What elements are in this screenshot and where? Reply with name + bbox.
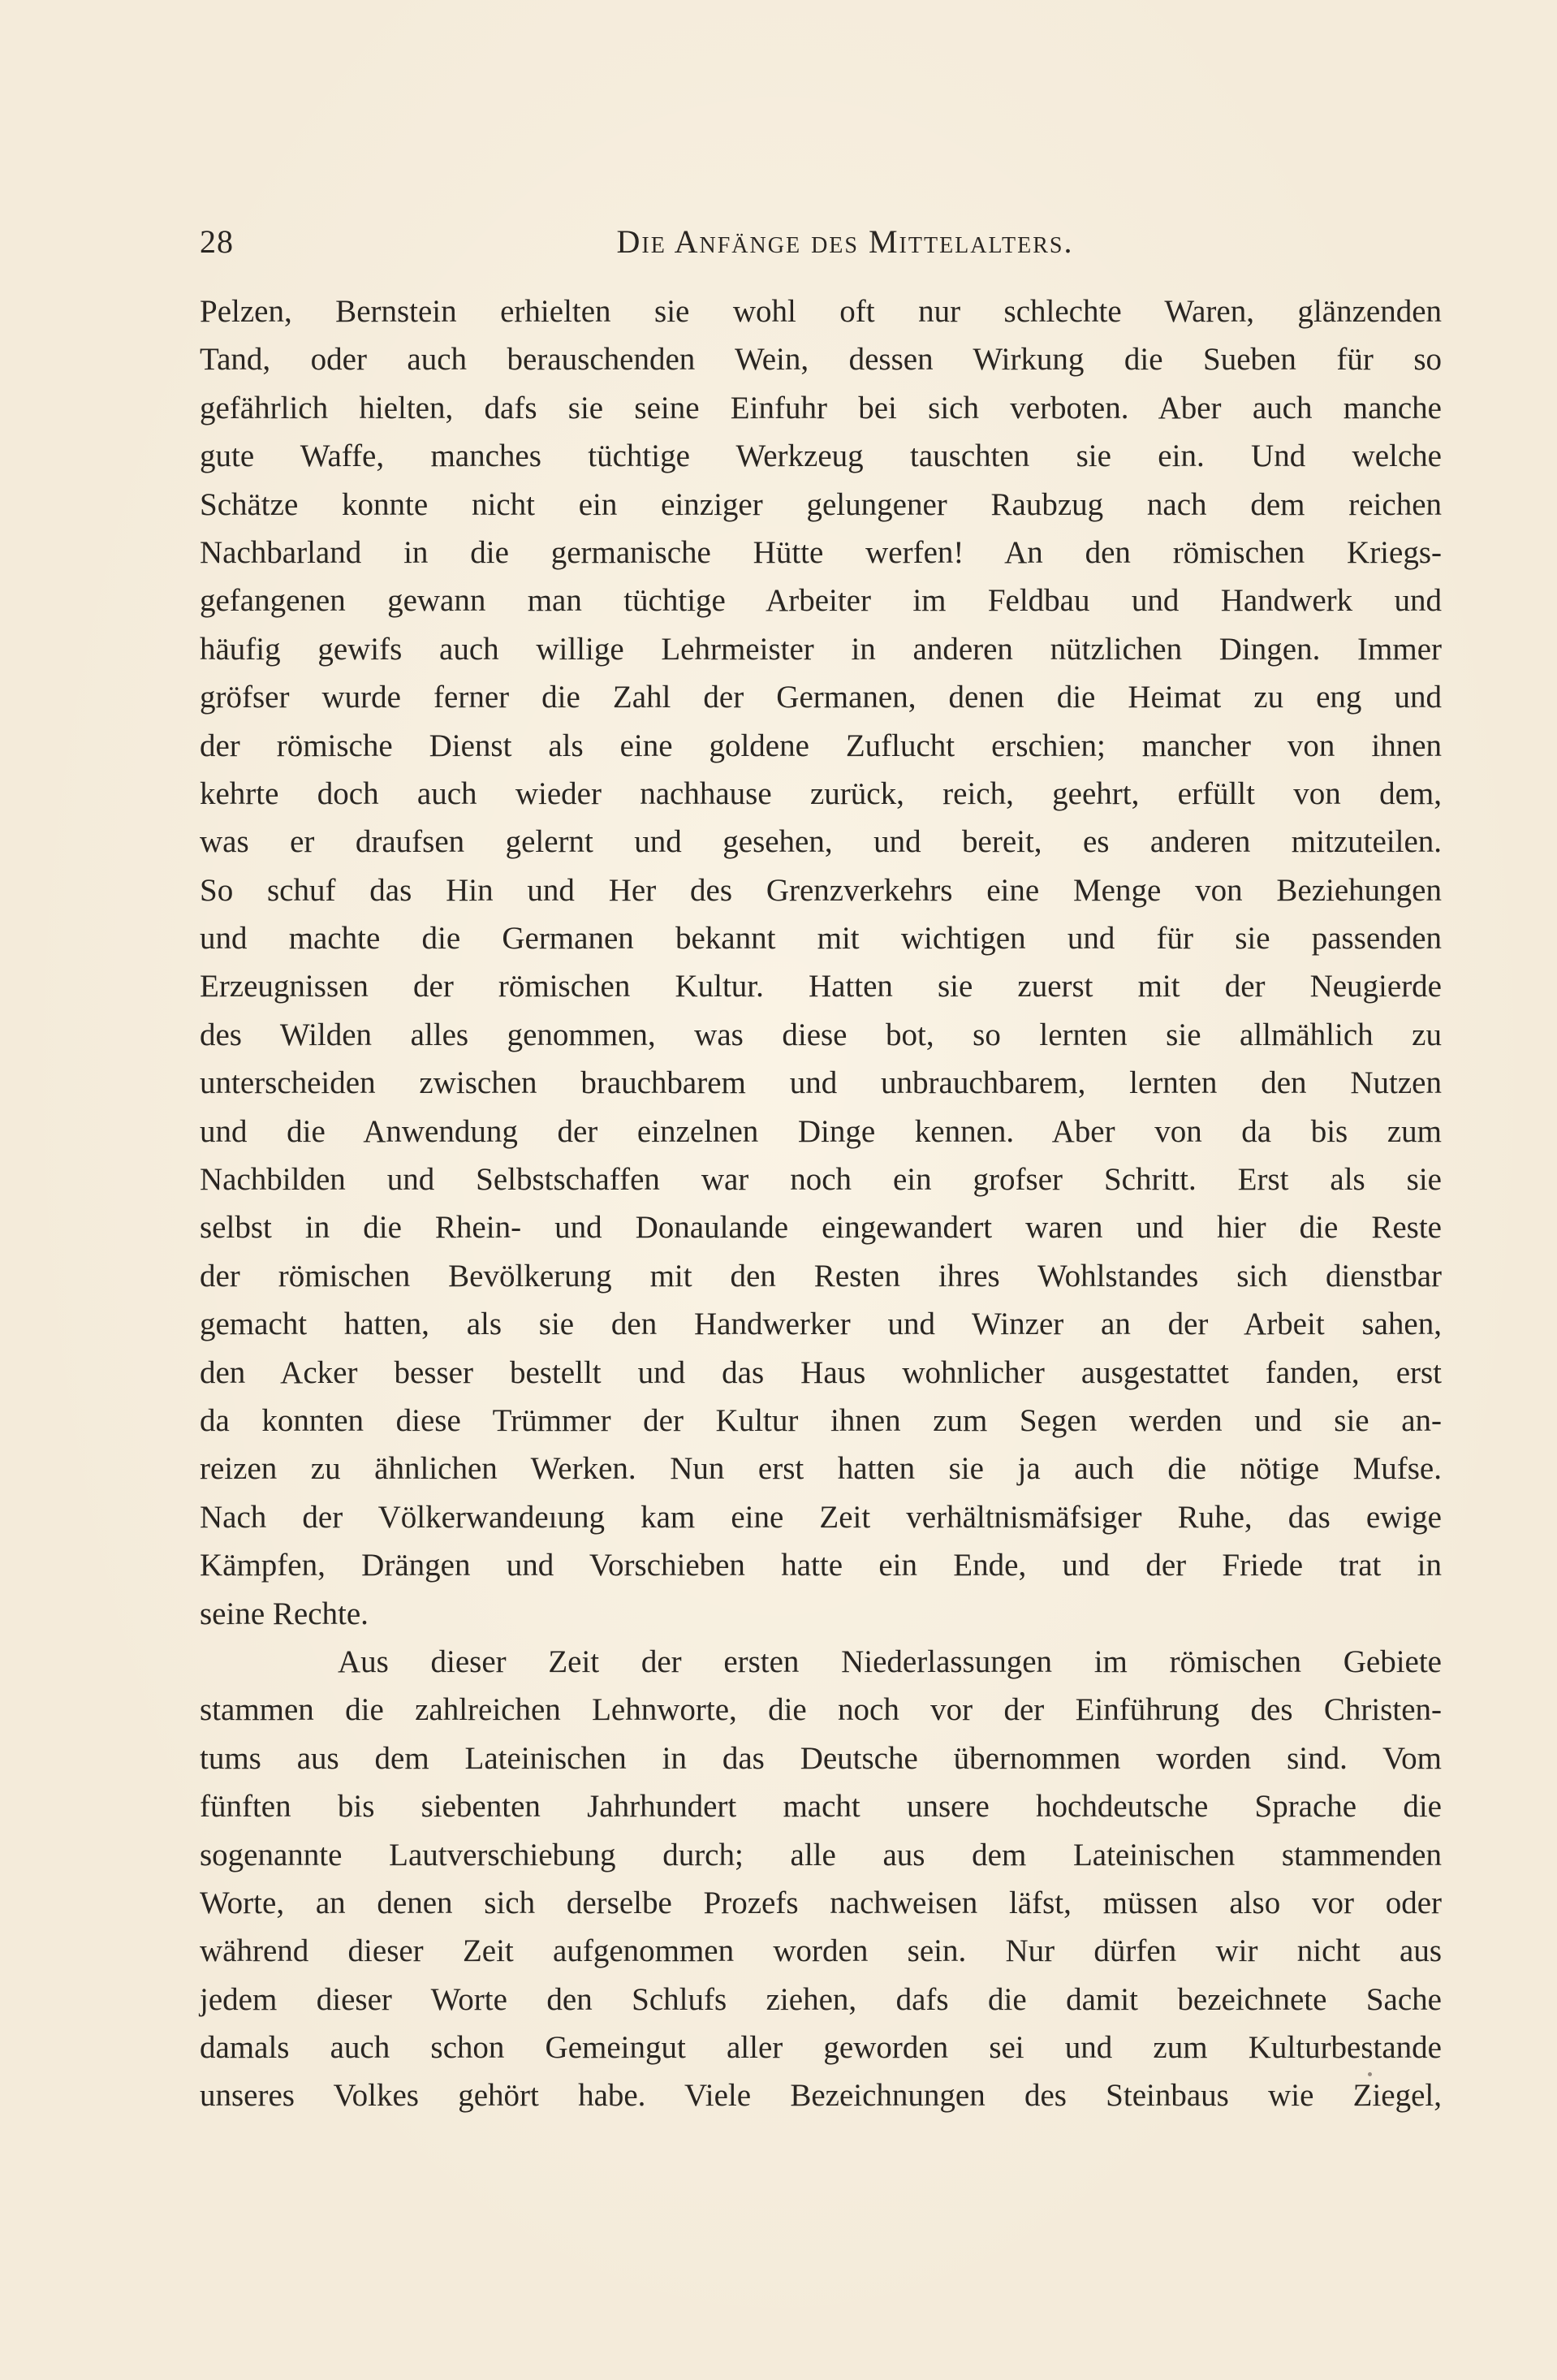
text-line: Schätze konnte nicht ein einziger gelungener Raubzug nach dem reichen — [200, 486, 1442, 522]
text-line: den Acker besser bestellt und das Haus wohnlicher ausgestattet fanden, erst — [200, 1354, 1442, 1390]
text-line: Nach der Völkerwandeıung kam eine Zeit verhältnismäfsiger Ruhe, das ewige — [200, 1499, 1442, 1535]
text-line: da konnten diese Trümmer der Kultur ihnen zum Segen werden und sie an- — [200, 1402, 1442, 1438]
text-line: gefährlich hielten, dafs sie seine Einfuhr bei sich verboten. Aber auch manche — [200, 390, 1442, 425]
text-line: unseres Volkes gehört habe. Viele Bezeichnungen des Steinbaus wie Ziegel, — [200, 2078, 1442, 2114]
text-line: der römische Dienst als eine goldene Zuflucht erschien; mancher von ihnen — [200, 728, 1442, 763]
text-line: tums aus dem Lateinischen in das Deutsche übernommen worden sind. Vom — [200, 1740, 1442, 1776]
text-line: stammen die zahlreichen Lehnworte, die noch vor der Einführung des Christen- — [200, 1692, 1442, 1728]
text-line: damals auch schon Gemeingut aller geworden sei und zum Kulturbestande — [200, 2030, 1442, 2066]
page-number: 28 — [200, 223, 234, 260]
text-line: und die Anwendung der einzelnen Dinge kennen. Aber von da bis zum — [200, 1113, 1442, 1149]
text-line: fünften bis siebenten Jahrhundert macht unsere hochdeutsche Sprache die — [200, 1789, 1442, 1825]
body-text — [200, 287, 1442, 2120]
text-line: Pelzen, Bernstein erhielten sie wohl oft nur schlechte Waren, glänzenden — [200, 294, 1442, 329]
paragraph — [200, 287, 1442, 1638]
text-line: gefangenen gewann man tüchtige Arbeiter im Feldbau und Handwerk und — [200, 583, 1442, 619]
text-line: Nachbilden und Selbstschaffen war noch ein grofser Schritt. Erst als sie — [200, 1162, 1442, 1198]
text-line: Erzeugnissen der römischen Kultur. Hatten sie zuerst mit der Neugierde — [200, 969, 1442, 1004]
text-line: So schuf das Hin und Her des Grenzverkehrs eine Menge von Beziehungen — [200, 872, 1442, 908]
text-line: während dieser Zeit aufgenommen worden sein. Nur dürfen wir nicht aus — [200, 1933, 1442, 1969]
text-line: Aus dieser Zeit der ersten Niederlassungen im römischen Gebiete — [338, 1644, 1442, 1679]
print-speck — [1368, 2072, 1372, 2076]
text-line: jedem dieser Worte den Schlufs ziehen, dafs die damit bezeichnete Sache — [200, 1981, 1442, 2017]
text-line: der römischen Bevölkerung mit den Resten ihres Wohlstandes sich dienstbar — [200, 1258, 1442, 1294]
text-line: reizen zu ähnlichen Werken. Nun erst hatten sie ja auch die nötige Mufse. — [200, 1451, 1442, 1487]
text-line: sogenannte Lautverschiebung durch; alle aus dem Lateinischen stammenden — [200, 1837, 1442, 1872]
text-line: häufig gewifs auch willige Lehrmeister in anderen nützlichen Dingen. Immer — [200, 631, 1442, 667]
text-line: Kämpfen, Drängen und Vorschieben hatte ein Ende, und der Friede trat in — [200, 1548, 1442, 1583]
text-line: was er draufsen gelernt und gesehen, und bereit, es anderen mitzuteilen. — [200, 824, 1442, 860]
text-line: Worte, an denen sich derselbe Prozefs nachweisen läfst, müssen also vor oder — [200, 1885, 1442, 1920]
text-line: des Wilden alles genommen, was diese bot, so lernten sie allmählich zu — [200, 1017, 1442, 1052]
text-line: seine Rechte. — [200, 1596, 369, 1631]
text-line: gröfser wurde ferner die Zahl der Germanen, denen die Heimat zu eng und — [200, 680, 1442, 715]
text-line: selbst in die Rhein- und Donaulande eingewandert waren und hier die Reste — [200, 1210, 1442, 1246]
page-header — [200, 218, 1442, 266]
text-line: gemacht hatten, als sie den Handwerker und Winzer an der Arbeit sahen, — [200, 1307, 1442, 1342]
text-line: und machte die Germanen bekannt mit wichtigen und für sie passenden — [200, 921, 1442, 957]
text-line: gute Waffe, manches tüchtige Werkzeug tauschten sie ein. Und welche — [200, 438, 1442, 474]
paragraph — [200, 1638, 1442, 2120]
text-line: unterscheiden zwischen brauchbarem und unbrauchbarem, lernten den Nutzen — [200, 1065, 1442, 1101]
text-line: kehrte doch auch wieder nachhause zurück, reich, geehrt, erfüllt von dem, — [200, 775, 1442, 811]
text-line: Nachbarland in die germanische Hütte werfen! An den römischen Kriegs- — [200, 534, 1442, 570]
running-title: Die Anfänge des Mittelalters. — [616, 223, 1074, 260]
text-line: Tand, oder auch berauschenden Wein, dessen Wirkung die Sueben für so — [200, 342, 1442, 378]
